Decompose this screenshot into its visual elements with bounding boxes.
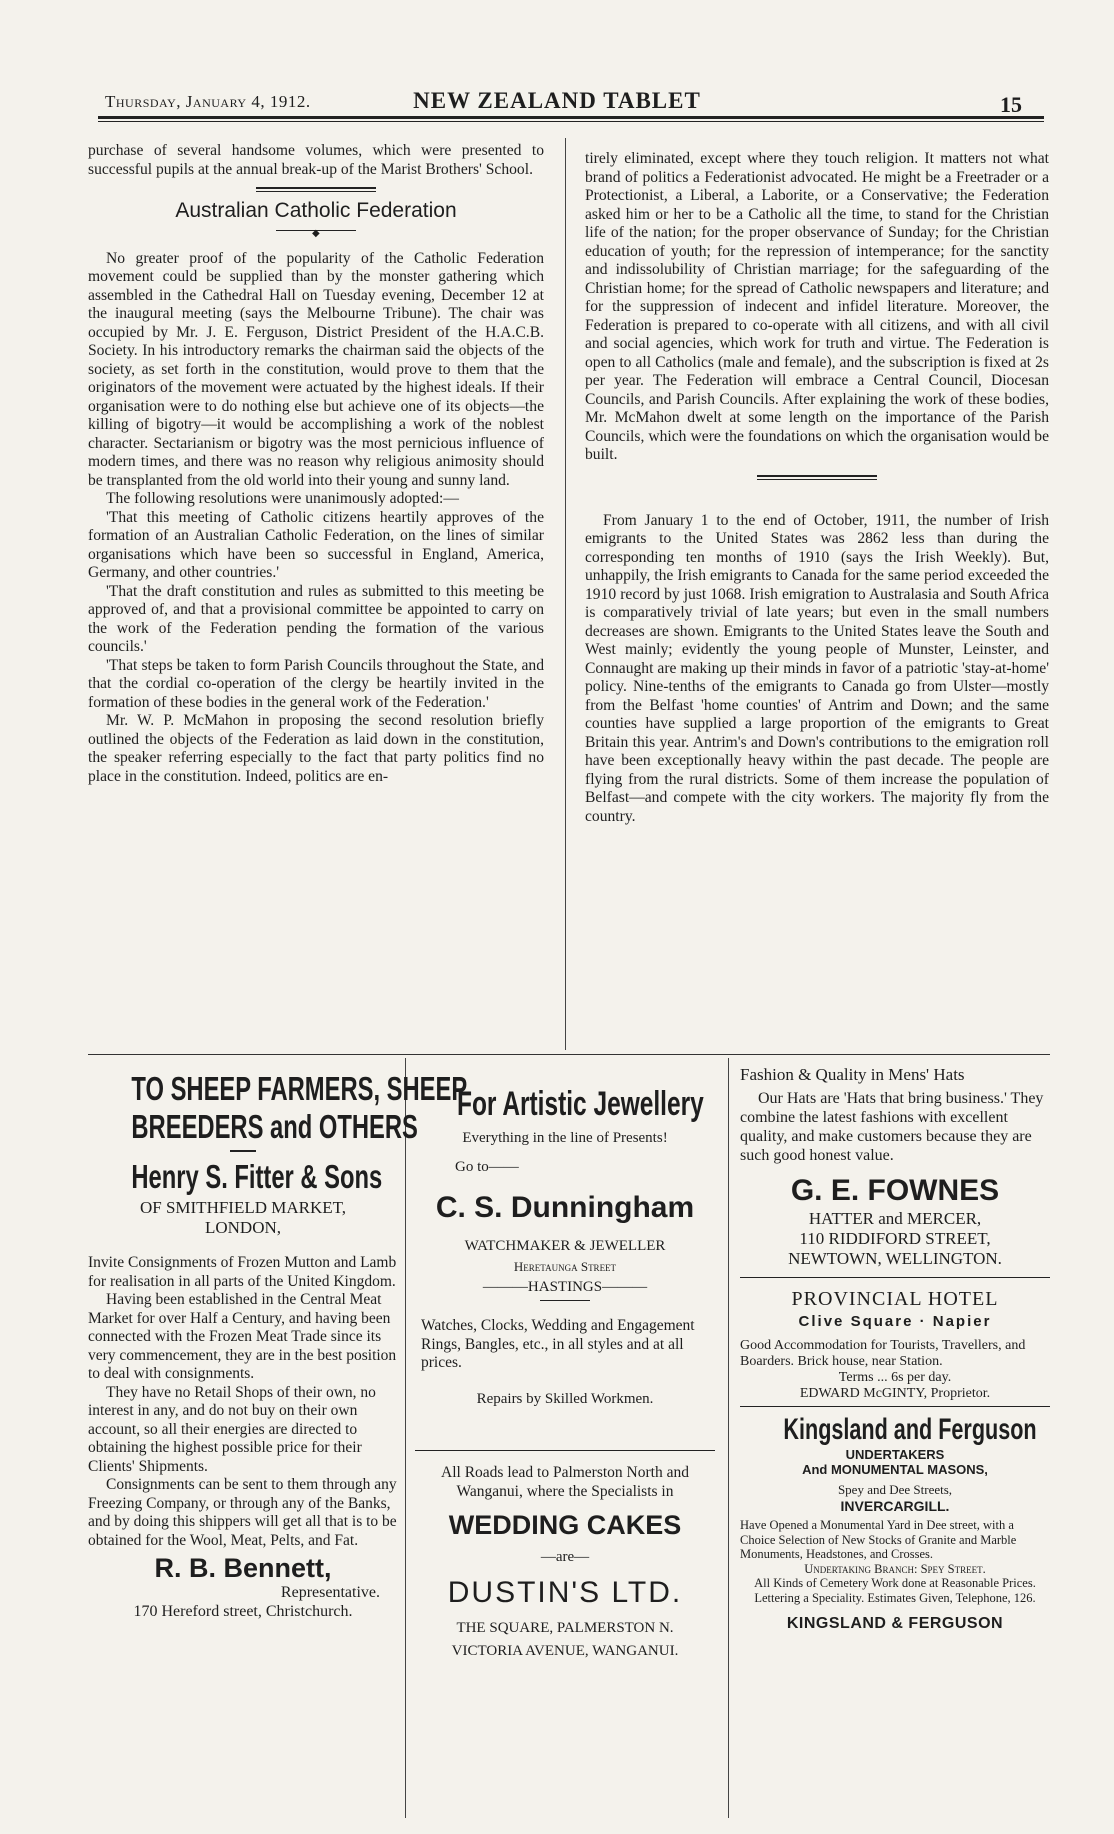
article-paragraph: Mr. W. P. McMahon in proposing the second resolution briefly outlined the objects of the Federation as laid down in the constitution, the speaker referring especially to the fact that party politics find no place in the constitution. Indeed, politics are en- xyxy=(88,712,544,785)
advertisement-rule xyxy=(88,1054,1050,1055)
header-rule-thin xyxy=(98,121,1044,122)
ad-rule xyxy=(415,1450,715,1451)
ad-paragraph: Having been established in the Central Meat Market for over Half a Century, and having been connected with the Frozen Meat Trade since its very commencement, they are in the best position to deal with consignments. xyxy=(88,1291,397,1382)
ad-paragraph: Invite Consignments of Frozen Mutton and Lamb for realisation in all parts of the United Kingdom. xyxy=(88,1254,397,1290)
article-column-right xyxy=(585,150,1049,826)
jeweller-town: ———HASTINGS——— xyxy=(482,1279,648,1295)
ad-rule xyxy=(740,1277,1050,1278)
ad-divider xyxy=(405,1058,406,1818)
article-paragraph: No greater proof of the popularity of the Catholic Federation movement could be supplied than by the monster gathering which assembled in the Cathedral Hall on Tuesday evening, December 12 at the inaugural meeting (says the Melbourne Tribune). The chair was occupied by Mr. J. E. Ferguson, District President of the H.A.C.B. Society. In his introductory remarks the chairman said the objects of the society, as set forth in the constitution, would prove to them that the originators of the movement were actuated by the highest ideals. If their organisation were to do nothing else but achieve one of its objects—the killing of bigotry—it would be accomplishing a work of the noblest character. Sectarianism or bigotry was the most pernicious influence of modern times, and there was no reason why religious animosity should be transplanted from the old world into their young and sunny land. xyxy=(88,249,544,489)
jeweller-trade: WATCHMAKER & JEWELLER xyxy=(464,1238,666,1254)
town-name: HASTINGS xyxy=(527,1279,603,1295)
fownes-trade: HATTER and MERCER, xyxy=(808,1209,982,1228)
jeweller-name: C. S. Dunningham xyxy=(435,1191,695,1224)
ad-column-right xyxy=(740,1065,1050,1633)
fownes-name: G. E. FOWNES xyxy=(790,1174,1000,1207)
kf-streets: Spey and Dee Streets, xyxy=(837,1482,953,1497)
hotel-terms: Terms ... 6s per day. xyxy=(838,1370,952,1385)
ad-divider xyxy=(728,1058,729,1818)
dustins-name: DUSTIN'S LTD. xyxy=(447,1575,683,1609)
article-paragraph: tirely eliminated, except where they touch religion. It matters not what brand of politics a Federationist advocated. He might be a Freetrader or a Protectionist, a Liberal, a Laborite, or a Conservative; the Federation asked him or her to be a Catholic all the time, to stand for the Christian life of the nation; for the proper observance of Sunday; for the Christian education of youth; for the repression of intemperance; for the sanctity and indissolubility of Christian marriage; for the safeguarding of the Christian home; for the spread of Catholic newspapers and literature; and for the suppression of indecent and infidel literature. Moreover, the Federation is prepared to co-operate with all citizens, and with all civil and social agencies, which work for truth and virtue. The Federation is open to all Catholics (male and female), and the subscription is fixed at 2s per year. The Federation will embrace a Central Council, Diocesan Councils, and Parish Councils. After explaining the work of these bodies, Mr. McMahon dwelt at some length on the importance of the Parish Councils, which were the foundations on which the organisation would be built. xyxy=(585,150,1049,463)
fownes-address: NEWTOWN, WELLINGTON. xyxy=(788,1249,1002,1268)
article-heading: Australian Catholic Federation xyxy=(175,199,457,222)
company-name: Henry S. Fitter & Sons xyxy=(131,1158,383,1195)
section-separator xyxy=(757,475,877,480)
hats-headline: Fashion & Quality in Mens' Hats xyxy=(740,1065,965,1084)
kf-trade: UNDERTAKERS xyxy=(845,1447,945,1462)
kf-footer: KINGSLAND & FERGUSON xyxy=(786,1615,1004,1632)
hats-body xyxy=(740,1089,1050,1165)
company-location: OF SMITHFIELD MARKET, xyxy=(139,1198,347,1217)
ad-rule xyxy=(740,1406,1050,1407)
ad-goto: Go to—— xyxy=(455,1159,519,1175)
kf-work: All Kinds of Cemetery Work done at Reasonable Prices. xyxy=(754,1576,1036,1590)
diamond-icon: ◆ xyxy=(312,227,320,239)
dustins-address: THE SQUARE, PALMERSTON N. xyxy=(456,1619,674,1636)
article-column-left xyxy=(88,142,544,786)
resolution-paragraph: 'That the draft constitution and rules as submitted to this meeting be approved of, and that a provisional committee be appointed to carry on the work of the Federation pending the formation of the various councils.' xyxy=(88,582,544,655)
ad-headline: TO SHEEP FARMERS, SHEEP xyxy=(131,1070,468,1107)
ad-headline: BREEDERS and OTHERS xyxy=(131,1108,418,1145)
ad-henry-fitter xyxy=(88,1070,468,1622)
article-paragraph: The following resolutions were unanimously adopted:— xyxy=(106,490,459,507)
resolution-paragraph: 'That steps be taken to form Parish Councils throughout the State, and that the cordial co-operation of the clergy be heartily invited in the formation of these bodies in the general work of the Federation.' xyxy=(88,656,544,711)
issue-date: Thursday, January 4, 1912. xyxy=(105,92,311,111)
kf-body: Have Opened a Monumental Yard in Dee street, with a Choice Selection of New Stocks of Granite and Marble Monuments, Headstones, and Crosses. xyxy=(740,1518,1017,1561)
agent-address: 170 Hereford street, Christchurch. xyxy=(133,1603,353,1620)
masthead-title: NEW ZEALAND TABLET xyxy=(413,88,701,113)
resolution-paragraph: 'That this meeting of Catholic citizens heartily approves of the formation of an Australian Catholic Federation, on the lines of similar organisations which have been so successful in England, America, Germany, and other countries.' xyxy=(88,508,544,581)
jeweller-street: Heretaunga Street xyxy=(513,1259,617,1274)
kf-lettering: Lettering a Speciality. Estimates Given, Telephone, 126. xyxy=(754,1590,1036,1605)
hotel-body: Good Accommodation for Tourists, Travellers, and Boarders. Brick house, near Station. xyxy=(740,1338,1026,1369)
ad-rule xyxy=(230,1150,256,1152)
agent-name: R. B. Bennett, xyxy=(154,1553,332,1583)
dustins-address: VICTORIA AVENUE, WANGANUI. xyxy=(451,1642,679,1659)
dustins-intro: All Roads lead to Palmerston North and Wanganui, where the Specialists in xyxy=(441,1463,689,1500)
page-number: 15 xyxy=(1000,92,1022,117)
kf-trade: And MONUMENTAL MASONS, xyxy=(802,1462,988,1477)
ad-subline: Everything in the line of Presents! xyxy=(462,1130,668,1146)
ad-paragraph: They have no Retail Shops of their own, no interest in any, and do not buy on their own account, so all their energies are directed to obtaining the highest possible price for their Clients' Shipments. xyxy=(88,1383,376,1475)
intro-paragraph: purchase of several handsome volumes, which were presented to successful pupils at the annual break-up of the Marist Brothers' School. xyxy=(88,142,544,178)
header-rule-thick xyxy=(98,116,1044,119)
ad-paragraph: Consignments can be sent to them through any Freezing Company, or through any of the Banks, and by doing this shippers will get all that is to be obtained for the Wool, Meat, Pelts, and Fat. xyxy=(88,1476,397,1549)
company-location: LONDON, xyxy=(204,1218,282,1237)
hotel-name: PROVINCIAL HOTEL xyxy=(791,1288,999,1310)
jeweller-body: Watches, Clocks, Wedding and Engagement Rings, Bangles, etc., in all styles and at all prices. xyxy=(421,1317,695,1371)
kf-town: INVERCARGILL. xyxy=(840,1498,950,1514)
section-separator xyxy=(256,187,376,192)
ad-headline: For Artistic Jewellery xyxy=(457,1085,704,1123)
hotel-proprietor: EDWARD McGINTY, Proprietor. xyxy=(799,1386,991,1401)
kf-headline: Kingsland and Ferguson xyxy=(783,1413,1037,1446)
ad-are: —are— xyxy=(540,1548,590,1565)
heading-ornament xyxy=(276,227,356,241)
agent-title: Representative. xyxy=(280,1584,380,1601)
ad-body xyxy=(88,1254,398,1550)
wedding-cakes-headline: WEDDING CAKES xyxy=(448,1509,682,1540)
ad-dunningham-dustins xyxy=(415,1070,715,1660)
fownes-address: 110 RIDDIFORD STREET, xyxy=(799,1229,991,1248)
kf-branch: Undertaking Branch: Spey Street. xyxy=(804,1561,986,1576)
hats-paragraph: Our Hats are 'Hats that bring business.' They combine the latest fashions with excellent quality, and make customers because they are such good honest value. xyxy=(740,1090,1044,1164)
ad-rule xyxy=(540,1300,590,1301)
hotel-location: Clive Square · Napier xyxy=(798,1313,992,1330)
emigration-paragraph: From January 1 to the end of October, 1911, the number of Irish emigrants to the United States was 2862 less than during the corresponding ten months of 1910 (says the Irish Weekly). But, unhappily, the Irish emigrants to Canada for the same period exceeded the 1910 record by just 1068. Irish emigration to Australasia and South Africa is comparatively trivial of late years; but even in the small numbers decreases are shown. Emigrants to the United States leave the South and West mainly; evidently the young people of Munster, Leinster, and Connaught are making up their minds in favor of a patriotic 'stay-at-home' policy. Nine-tenths of the emigrants to Canada go from Ulster—mostly from the Belfast 'home counties' of Antrim and Down; and the same counties have supplied a large proportion of the emigrants to Great Britain this year. Antrim's and Down's contributions to the emigration roll have been exceptionally heavy within the past decade. The people are flying from the rural districts. Some of them increase the population of Belfast—and compete with the city workers. The majority fly from the country. xyxy=(585,511,1049,825)
repairs-note: Repairs by Skilled Workmen. xyxy=(476,1390,654,1407)
column-divider xyxy=(565,138,566,1050)
